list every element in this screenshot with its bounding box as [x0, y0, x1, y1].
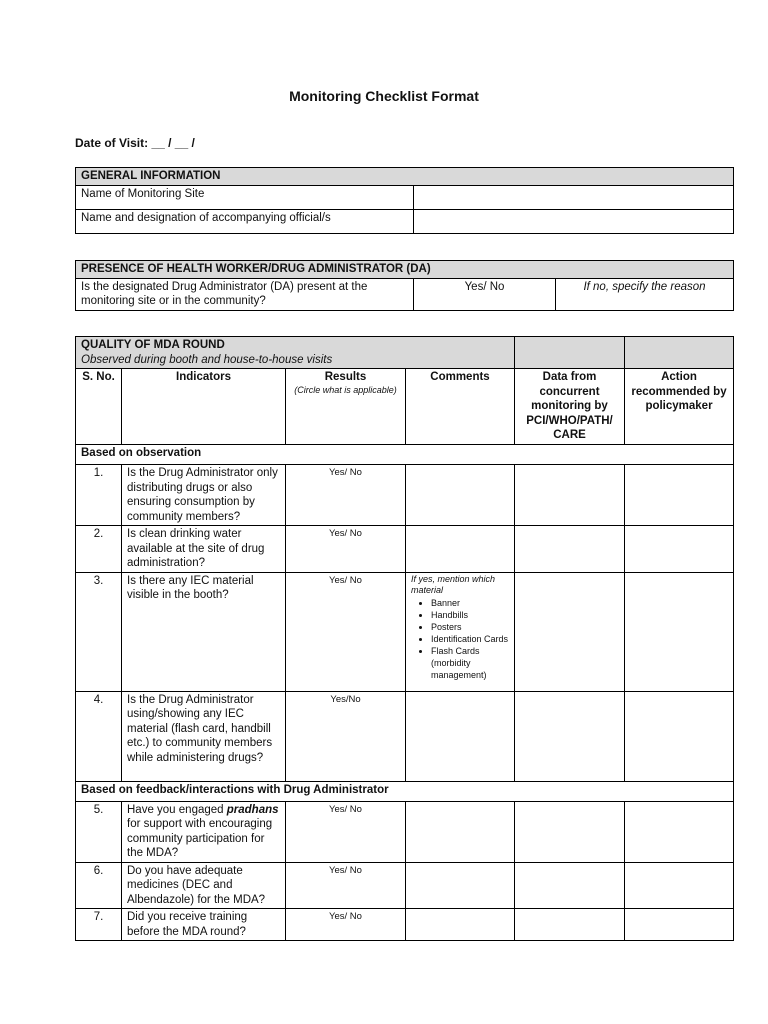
date-of-visit: Date of Visit: __ / __ / — [75, 136, 195, 150]
row-indicator: Did you receive training before the MDA round? — [122, 909, 286, 941]
row-result[interactable]: Yes/ No — [286, 801, 406, 862]
quality-header-subtitle: Observed during booth and house-to-house visits — [81, 353, 333, 366]
section-feedback: Based on feedback/interactions with Drug Administrator — [76, 781, 734, 801]
col-data-from: Data from concurrent monitoring by PCI/WHO/PATH/ CARE — [515, 369, 625, 445]
presence-table — [75, 260, 734, 311]
general-row-label: Name and designation of accompanying official/s — [76, 209, 414, 233]
row-comments[interactable] — [406, 801, 515, 862]
row-data-from[interactable] — [515, 862, 625, 909]
iec-item: • Identification Cards — [431, 633, 509, 645]
row-data-from[interactable] — [515, 801, 625, 862]
general-info-header: GENERAL INFORMATION — [76, 168, 734, 186]
general-row-value[interactable] — [414, 185, 734, 209]
page-title: Monitoring Checklist Format — [289, 88, 479, 104]
iec-item: • Posters — [431, 621, 509, 633]
row-action[interactable] — [625, 526, 734, 573]
general-info-table — [75, 167, 734, 234]
row-data-from[interactable] — [515, 691, 625, 781]
general-row-label: Name of Monitoring Site — [76, 185, 414, 209]
row-indicator: Is there any IEC material visible in the booth? — [122, 572, 286, 691]
presence-answer[interactable]: Yes/ No — [414, 278, 556, 310]
iec-item: • Banner — [431, 597, 509, 609]
col-sno: S. No. — [76, 369, 122, 445]
row-action[interactable] — [625, 691, 734, 781]
row-action[interactable] — [625, 862, 734, 909]
row-indicator: Is the Drug Administrator only distributing drugs or also ensuring consumption by community members? — [122, 465, 286, 526]
col-comments: Comments — [406, 369, 515, 445]
quality-header-title: QUALITY OF MDA ROUND — [81, 339, 225, 351]
row-indicator: Is the Drug Administrator using/showing any IEC material (flash card, handbill etc.) to community members while administering drugs? — [122, 691, 286, 781]
row-result[interactable]: Yes/ No — [286, 862, 406, 909]
row-comments[interactable] — [406, 465, 515, 526]
row-indicator-pre: Have you engaged — [127, 803, 224, 816]
row-comments[interactable] — [406, 572, 515, 691]
col-results-note: (Circle what is applicable) — [294, 384, 397, 395]
quality-header — [76, 337, 515, 369]
row-indicator-emphasis: pradhans — [226, 803, 279, 816]
row-number: 2. — [76, 526, 122, 573]
quality-header-blank — [515, 337, 625, 369]
row-comments[interactable] — [406, 691, 515, 781]
row-data-from[interactable] — [515, 465, 625, 526]
row-data-from[interactable] — [515, 572, 625, 691]
col-action: Action recommended by policymaker — [625, 369, 734, 445]
row-result[interactable]: Yes/ No — [286, 526, 406, 573]
row-indicator: Is clean drinking water available at the site of drug administration? — [122, 526, 286, 573]
row-number: 1. — [76, 465, 122, 526]
row-result[interactable]: Yes/ No — [286, 465, 406, 526]
row-comments[interactable] — [406, 862, 515, 909]
row-comments[interactable] — [406, 909, 515, 941]
row-indicator-post: for support with encouraging community participation for the MDA? — [127, 818, 273, 859]
row-action[interactable] — [625, 909, 734, 941]
iec-note: If yes, mention which material — [411, 573, 496, 595]
col-results-label: Results — [324, 371, 367, 383]
iec-item: • Flash Cards (morbidity management) — [431, 645, 509, 681]
row-result[interactable]: Yes/ No — [286, 909, 406, 941]
section-observation: Based on observation — [76, 445, 734, 465]
row-action[interactable] — [625, 801, 734, 862]
row-result[interactable]: Yes/No — [286, 691, 406, 781]
col-indicators: Indicators — [122, 369, 286, 445]
row-indicator — [122, 801, 286, 862]
row-result[interactable]: Yes/ No — [286, 572, 406, 691]
row-number: 3. — [76, 572, 122, 691]
quality-header-blank — [625, 337, 734, 369]
row-number: 4. — [76, 691, 122, 781]
quality-table — [75, 336, 734, 941]
row-indicator: Do you have adequate medicines (DEC and Albendazole) for the MDA? — [122, 862, 286, 909]
row-number: 7. — [76, 909, 122, 941]
iec-list — [411, 597, 509, 681]
row-number: 6. — [76, 862, 122, 909]
presence-header: PRESENCE OF HEALTH WORKER/DRUG ADMINISTRATOR (DA) — [76, 261, 734, 279]
presence-question: Is the designated Drug Administrator (DA) present at the monitoring site or in the community? — [76, 278, 414, 310]
presence-reason[interactable]: If no, specify the reason — [556, 278, 734, 310]
row-data-from[interactable] — [515, 526, 625, 573]
col-results — [286, 369, 406, 445]
row-data-from[interactable] — [515, 909, 625, 941]
row-comments[interactable] — [406, 526, 515, 573]
general-row-value[interactable] — [414, 209, 734, 233]
row-action[interactable] — [625, 572, 734, 691]
row-number: 5. — [76, 801, 122, 862]
row-action[interactable] — [625, 465, 734, 526]
iec-item: • Handbills — [431, 609, 509, 621]
